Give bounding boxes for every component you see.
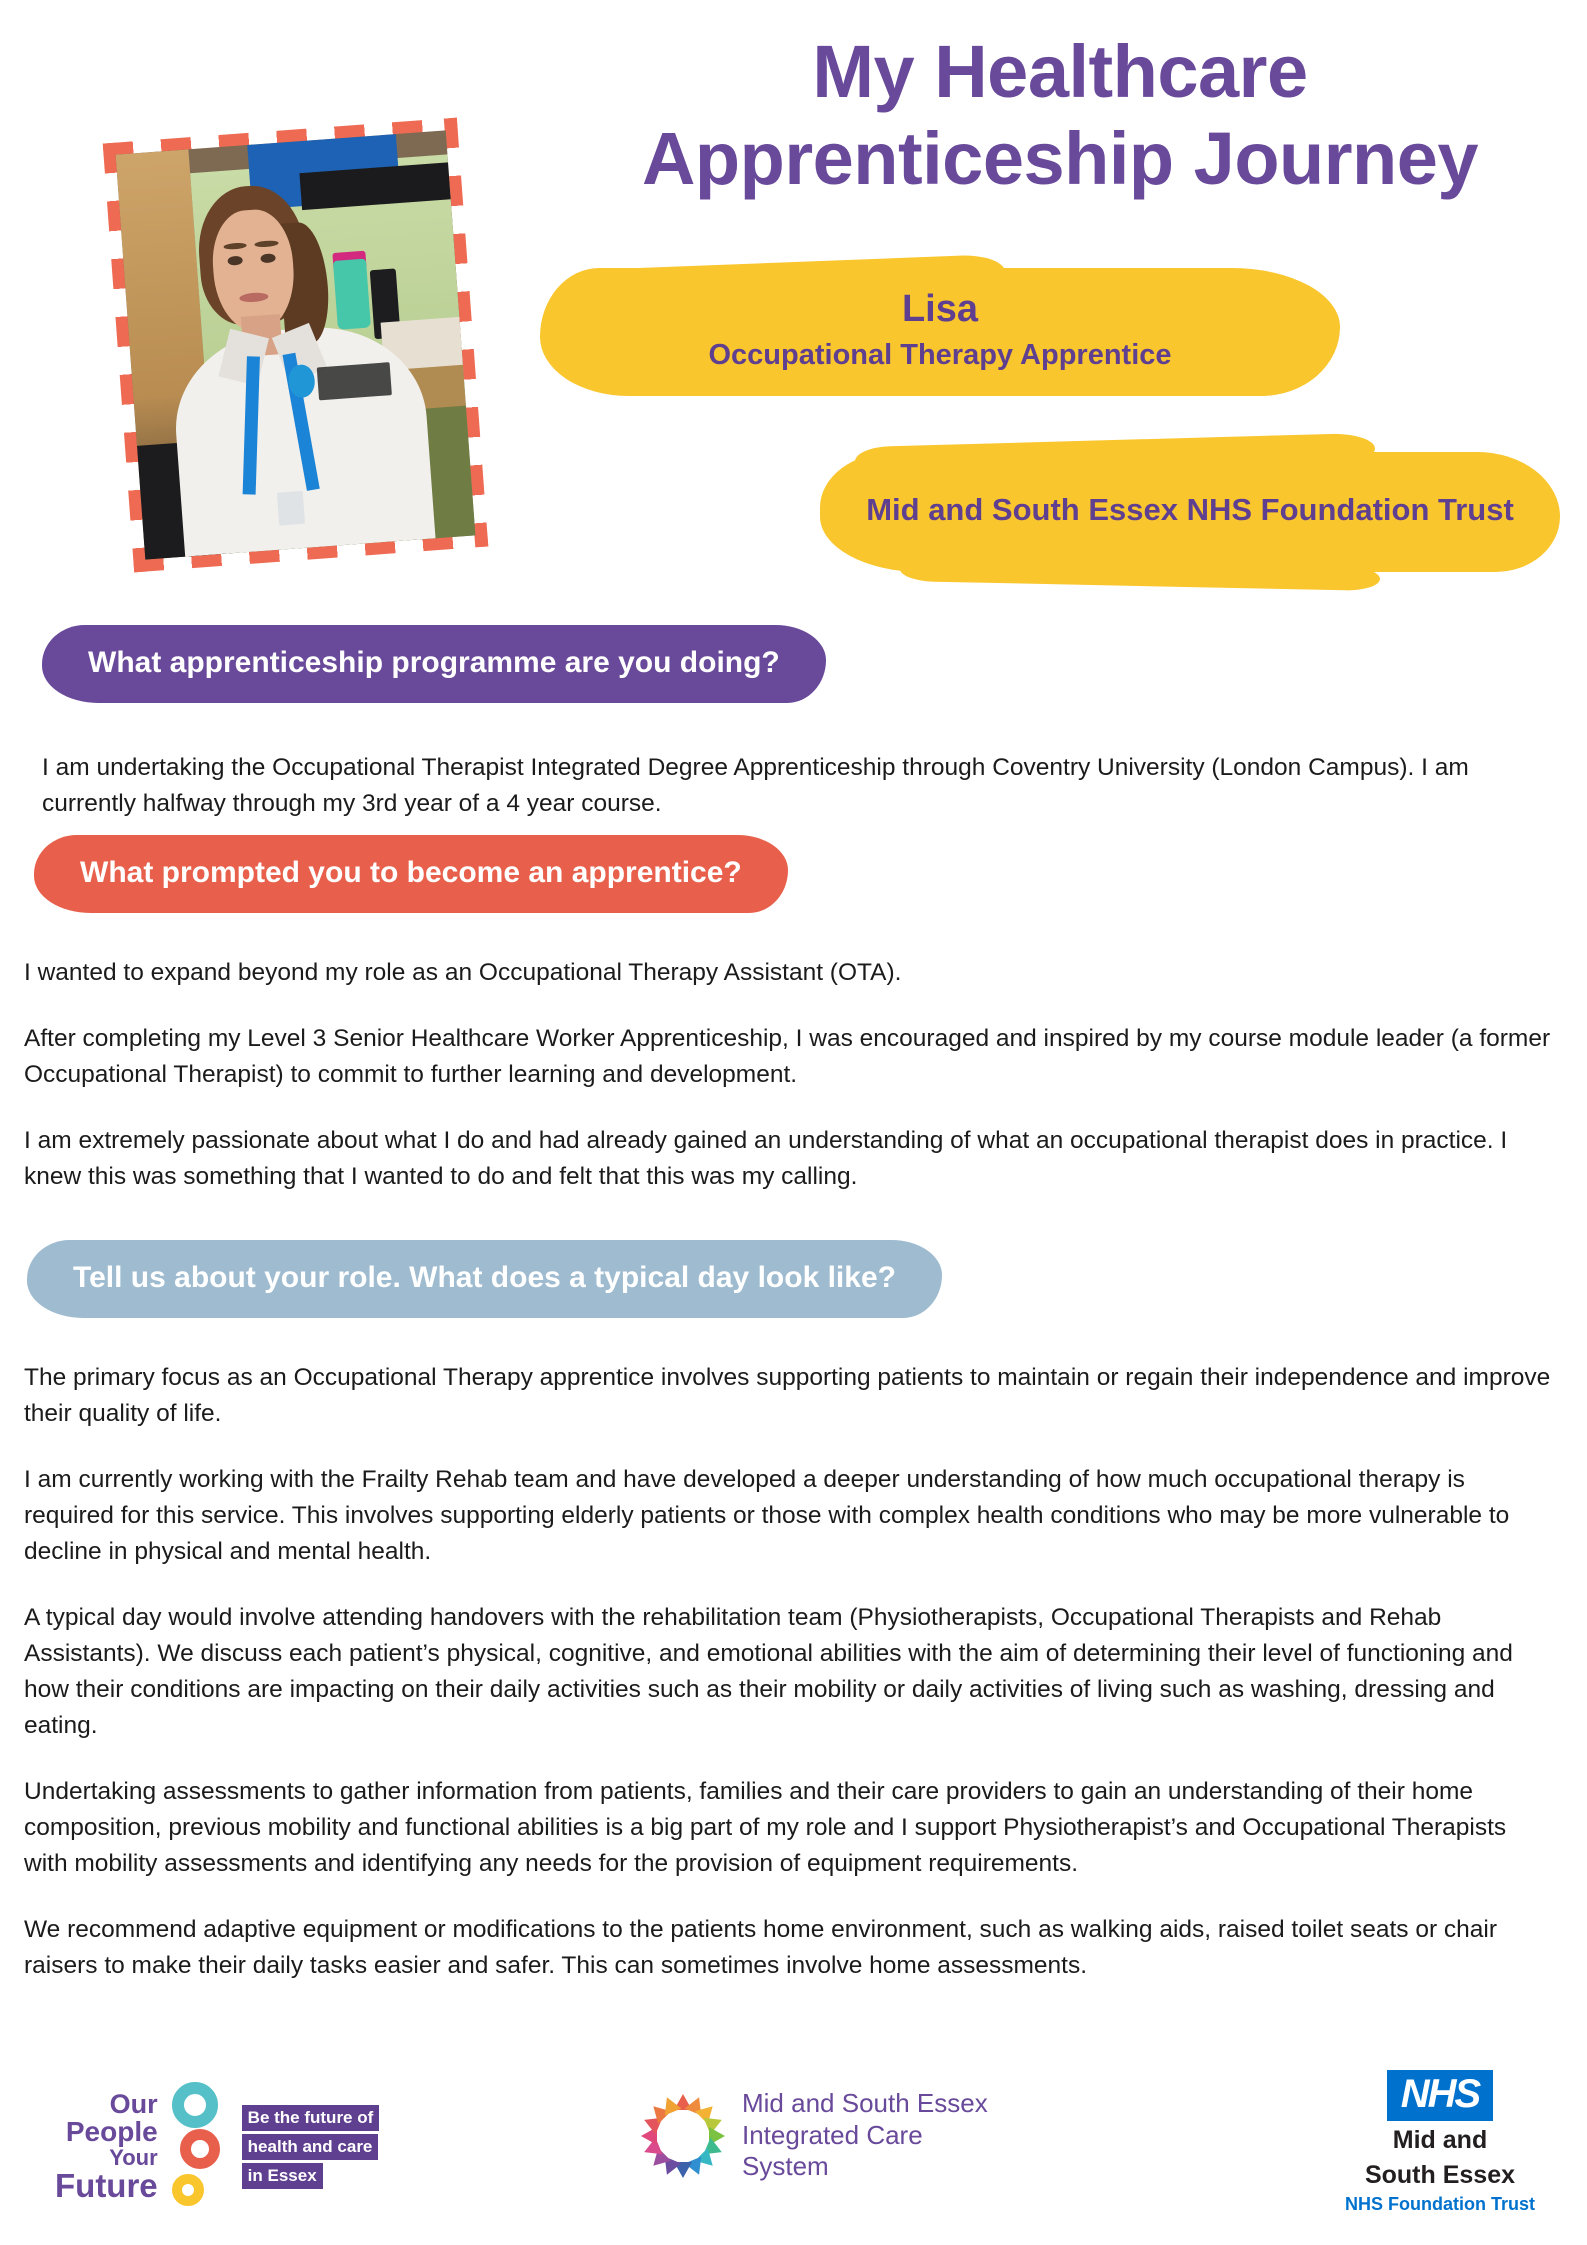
question-2-banner: What prompted you to become an apprentice? xyxy=(34,835,788,913)
nhs-trust-line-1: Mid and xyxy=(1392,2126,1488,2154)
ring-red-icon xyxy=(180,2129,220,2169)
answer-3-paragraph-1: The primary focus as an Occupational Therapy apprentice involves supporting patients to maintain or regain their independence and improve their quality of life. xyxy=(24,1364,1551,1427)
answer-1 xyxy=(42,750,1532,822)
nhs-foundation-trust-label: NHS Foundation Trust xyxy=(1345,2194,1535,2214)
opyf-tag-line-3: in Essex xyxy=(242,2163,323,2189)
page-title xyxy=(560,28,1560,203)
poster-footer xyxy=(0,2060,1587,2245)
ics-line-2: Integrated Care xyxy=(742,2119,923,2150)
opyf-tag-line-1: Be the future of xyxy=(242,2105,380,2131)
opyf-line-your: Your xyxy=(109,2144,158,2170)
answer-3-paragraph-2: I am currently working with the Frailty Rehab team and have developed a deeper understanding of how much occupational therapy is required for this service. This involves supporting elderly patients or those with complex health conditions who may be more vulnerable to decline in physical and mental health. xyxy=(24,1466,1510,1565)
poster-header xyxy=(0,0,1587,620)
rings-icon xyxy=(168,2082,226,2212)
question-2 xyxy=(34,835,788,913)
ics-line-3: System xyxy=(742,2151,829,2182)
opyf-tagline xyxy=(242,2105,380,2189)
opyf-wordmark xyxy=(55,2088,158,2205)
answer-3 xyxy=(24,1360,1554,1984)
nhs-trust-line-2: South Essex xyxy=(1364,2160,1516,2189)
answer-1-paragraph-1: I am undertaking the Occupational Therapist Integrated Degree Apprenticeship through Coventry University (London Campus). I am currently halfway through my 3rd year of a 4 year course. xyxy=(42,754,1469,817)
question-3 xyxy=(27,1240,942,1318)
title-line-2: Apprenticeship Journey xyxy=(641,117,1479,201)
apprentice-identity xyxy=(540,286,1340,377)
answer-3-paragraph-3: A typical day would involve attending handovers with the rehabilitation team (Physiotherapists, Occupational Therapists and Rehab Assistants). We discuss each patient’s physical, cognitive, and emotional abilities with the aim of determining their level of functioning and how their conditions are impacting on their daily activities such as their mobility or daily activities of living such as washing, dressing and eating. xyxy=(24,1604,1513,1739)
answer-2-paragraph-2: After completing my Level 3 Senior Healthcare Worker Apprenticeship, I was encouraged and inspired by my course module leader (a former Occupational Therapist) to commit to further learning and development. xyxy=(24,1025,1551,1088)
our-people-your-future-logo xyxy=(55,2082,379,2212)
apprentice-name: Lisa xyxy=(901,288,979,330)
ring-yellow-icon xyxy=(172,2174,204,2206)
answer-2-paragraph-3: I am extremely passionate about what I do and had already gained an understanding of what an occupational therapist does in practice. I knew this was something that I wanted to do and felt that this was my calling. xyxy=(24,1127,1508,1190)
apprentice-role: Occupational Therapy Apprentice xyxy=(708,338,1172,371)
answer-3-paragraph-4: Undertaking assessments to gather information from patients, families and their care providers to gain an understanding of their home composition, previous mobility and functional abilities is a big part of my role and I support Physiotherapist’s and Occupational Therapists with mobility assessments and identifying any needs for the provision of equipment requirements. xyxy=(24,1778,1507,1877)
question-1 xyxy=(42,625,826,703)
opyf-line-people: People xyxy=(65,2116,158,2148)
apprentice-photo-frame xyxy=(103,118,489,573)
organisation-name: Mid and South Essex NHS Foundation Trust xyxy=(866,492,1514,527)
nhs-wordmark: NHS xyxy=(1387,2070,1493,2121)
title-line-1: My Healthcare xyxy=(812,30,1308,113)
ring-teal-icon xyxy=(172,2082,218,2128)
question-3-banner: Tell us about your role. What does a typical day look like? xyxy=(27,1240,942,1318)
ics-sunburst-icon xyxy=(640,2093,726,2179)
opyf-line-our: Our xyxy=(109,2088,158,2119)
apprentice-photo xyxy=(116,130,476,559)
ics-wordmark xyxy=(742,2088,988,2183)
opyf-line-future: Future xyxy=(55,2167,158,2205)
answer-2-paragraph-1: I wanted to expand beyond my role as an Occupational Therapy Assistant (OTA). xyxy=(24,959,902,986)
opyf-tag-line-2: health and care xyxy=(242,2134,379,2160)
integrated-care-system-logo xyxy=(640,2088,988,2183)
answer-3-paragraph-5: We recommend adaptive equipment or modifications to the patients home environment, such as walking aids, raised toilet seats or chair raisers to make their daily tasks easier and safer. This can sometimes involve home assessments. xyxy=(24,1916,1498,1979)
ics-line-1: Mid and South Essex xyxy=(742,2088,988,2118)
question-1-banner: What apprenticeship programme are you doing? xyxy=(42,625,826,703)
nhs-trust-logo xyxy=(1330,2070,1550,2215)
answer-2 xyxy=(24,955,1554,1195)
